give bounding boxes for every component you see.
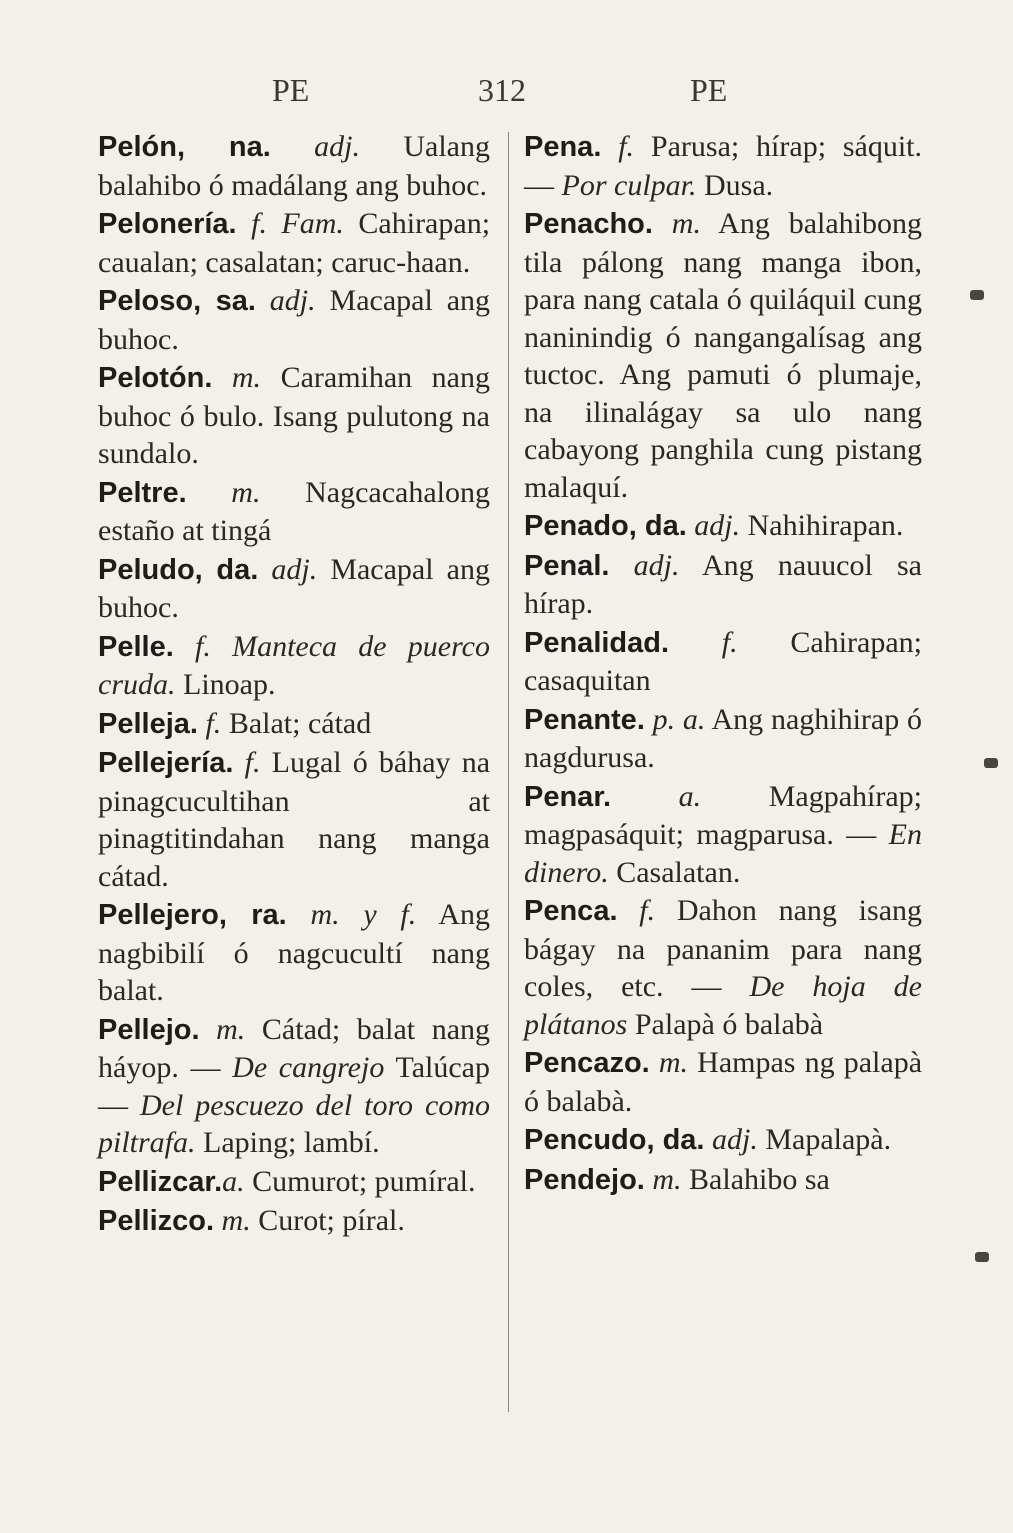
column-divider bbox=[508, 132, 509, 1412]
dictionary-entry bbox=[98, 1011, 490, 1162]
dictionary-entry bbox=[98, 474, 490, 550]
headword: Pendejo. bbox=[524, 1163, 645, 1196]
grammar-label: adj. bbox=[314, 130, 361, 163]
headword: Pellejería. bbox=[98, 747, 234, 779]
grammar-label: m. bbox=[231, 361, 262, 394]
headword: Penal. bbox=[524, 549, 610, 582]
dictionary-entry bbox=[98, 1202, 490, 1241]
definition: Ang nauucol sa hírap. bbox=[524, 548, 922, 620]
header-right-guide: PE bbox=[690, 72, 728, 108]
grammar-label: f. bbox=[639, 894, 656, 927]
definition: Nahihirapan. bbox=[747, 509, 904, 542]
dictionary-entry bbox=[524, 205, 922, 506]
grammar-label: f. bbox=[721, 625, 738, 659]
sub-definition: Palapà ó balabà bbox=[634, 1007, 824, 1041]
dictionary-entry bbox=[524, 547, 922, 623]
margin-mark bbox=[970, 290, 984, 300]
dictionary-entry bbox=[524, 1044, 922, 1120]
definition: Balahibo sa bbox=[689, 1162, 830, 1196]
dictionary-entry bbox=[524, 128, 922, 204]
grammar-label: adj. bbox=[271, 552, 318, 586]
headword: Pelleja. bbox=[98, 707, 198, 740]
sub-phrase: De hoja de plátanos bbox=[524, 970, 922, 1041]
dictionary-entry bbox=[524, 1121, 922, 1160]
margin-mark bbox=[975, 1252, 989, 1262]
grammar-label: adj. bbox=[694, 509, 741, 542]
grammar-label: m. y f. bbox=[310, 898, 417, 931]
dictionary-entry bbox=[524, 701, 922, 777]
margin-mark bbox=[984, 758, 998, 768]
right-column bbox=[524, 128, 922, 1200]
headword: Pelotón. bbox=[98, 362, 213, 394]
grammar-label: adj. bbox=[633, 548, 680, 582]
grammar-label: m. bbox=[231, 475, 261, 509]
dictionary-entry bbox=[98, 205, 490, 281]
grammar-label: f. bbox=[618, 130, 635, 163]
headword: Peloso, sa. bbox=[98, 285, 256, 317]
headword: Pencudo, da. bbox=[524, 1124, 705, 1156]
grammar-label: m. bbox=[221, 1204, 251, 1237]
grammar-label: adj. bbox=[711, 1123, 758, 1156]
headword: Peltre. bbox=[98, 476, 187, 509]
headword: Pelonería. bbox=[98, 208, 237, 240]
definition: Macapal ang buhoc. bbox=[98, 552, 490, 624]
dictionary-entry bbox=[524, 778, 922, 892]
dictionary-entry bbox=[524, 507, 922, 546]
definition: Nagcacahalong estaño at tingá bbox=[98, 475, 490, 547]
grammar-label: f. bbox=[244, 746, 261, 779]
grammar-label: p. a. bbox=[652, 702, 706, 736]
dictionary-entry bbox=[98, 551, 490, 627]
grammar-label: a. bbox=[678, 779, 702, 813]
headword: Pellejo. bbox=[98, 1013, 200, 1046]
definition: Cumurot; pumíral. bbox=[252, 1164, 476, 1198]
page-header bbox=[0, 72, 1013, 112]
headword: Penacho. bbox=[524, 208, 653, 240]
definition: Curot; píral. bbox=[258, 1204, 405, 1237]
definition: Cahirapan; caualan; casalatan; caruc-haan. bbox=[98, 207, 491, 279]
dictionary-entry bbox=[98, 705, 490, 744]
dictionary-entry bbox=[98, 282, 490, 358]
headword: Penalidad. bbox=[524, 626, 670, 659]
grammar-label: f. Fam. bbox=[251, 207, 344, 240]
dictionary-entry bbox=[98, 128, 490, 204]
headword: Penca. bbox=[524, 895, 618, 927]
grammar-label: f. bbox=[205, 706, 222, 740]
definition: Ang balahibong tila pálong nang manga ibon, para nang catala ó quiláquil cung naninindig ó nangangalísag ang tuctoc. Ang pamuti ó plumaje, na ilinalágay sa ulo nang cabayong panghila cung pistang malaquí. bbox=[524, 207, 922, 504]
sub-phrase: De cangrejo bbox=[232, 1051, 385, 1084]
grammar-label: f. Manteca de puerco cruda. bbox=[98, 629, 490, 701]
definition: Linoap. bbox=[183, 668, 276, 701]
grammar-label: m. bbox=[671, 207, 701, 240]
header-left-guide: PE bbox=[272, 72, 310, 108]
definition: Cátad; balat nang háyop. — bbox=[98, 1012, 491, 1084]
left-column bbox=[98, 128, 490, 1242]
dictionary-entry bbox=[524, 892, 922, 1043]
sub-definition: Talúcap — bbox=[98, 1051, 490, 1122]
headword: Pelle. bbox=[98, 630, 174, 663]
definition: Mapalapà. bbox=[765, 1123, 892, 1156]
definition: Ang nagbibilí ó nagcucultí nang balat. bbox=[98, 898, 490, 1007]
page-number: 312 bbox=[478, 72, 526, 108]
grammar-label: adj. bbox=[269, 284, 316, 317]
headword: Penar. bbox=[524, 780, 612, 813]
definition: Balat; cátad bbox=[228, 706, 372, 740]
dictionary-entry bbox=[98, 744, 490, 895]
definition: Caramihan nang buhoc ó bulo. Isang pulutong na sundalo. bbox=[98, 361, 490, 470]
headword: Pellizco. bbox=[98, 1205, 215, 1237]
headword: Pellizcar. bbox=[98, 1165, 223, 1198]
grammar-label: a. bbox=[222, 1164, 245, 1198]
headword: Pena. bbox=[524, 131, 602, 163]
headword: Pelón, na. bbox=[98, 131, 271, 163]
sub-definition: Laping; lambí. bbox=[203, 1126, 380, 1159]
grammar-label: m. bbox=[652, 1162, 682, 1196]
headword: Peludo, da. bbox=[98, 553, 259, 586]
dictionary-entry bbox=[98, 896, 490, 1010]
headword: Penado, da. bbox=[524, 510, 687, 542]
headword: Pellejero, ra. bbox=[98, 899, 287, 931]
headword: Penante. bbox=[524, 703, 645, 736]
grammar-label: m. bbox=[658, 1046, 689, 1079]
definition: Cahirapan; casaquitan bbox=[524, 625, 923, 697]
sub-phrase: Por culpar. bbox=[561, 168, 697, 202]
definition: Parusa; hírap; sáquit. — bbox=[524, 130, 923, 202]
definition: Dahon nang isang bágay na pananim para nang coles, etc. — bbox=[524, 894, 923, 1003]
dictionary-entry bbox=[98, 1163, 490, 1202]
grammar-label: m. bbox=[216, 1012, 246, 1046]
definition: Ang naghihirap ó nagdurusa. bbox=[524, 702, 922, 774]
headword: Pencazo. bbox=[524, 1047, 650, 1079]
dictionary-entry bbox=[524, 1161, 922, 1200]
definition: Macapal ang buhoc. bbox=[98, 284, 491, 356]
definition: Lugal ó báhay na pinagcucultihan at pinagtitindahan nang manga cátad. bbox=[98, 746, 491, 893]
sub-definition: Casalatan. bbox=[616, 855, 741, 889]
dictionary-entry bbox=[98, 359, 490, 473]
definition: Hampas ng palapà ó balabà. bbox=[524, 1046, 923, 1118]
sub-phrase: En dinero. bbox=[524, 818, 922, 889]
definition: Ualang balahibo ó madálang ang buhoc. bbox=[98, 130, 490, 202]
dictionary-entry bbox=[524, 624, 922, 700]
dictionary-entry bbox=[98, 628, 490, 704]
definition: Magpahírap; magpasáquit; magparusa. — bbox=[524, 779, 922, 851]
sub-definition: Dusa. bbox=[704, 168, 774, 202]
sub-phrase: Del pescuezo del toro como piltrafa. bbox=[98, 1088, 491, 1159]
